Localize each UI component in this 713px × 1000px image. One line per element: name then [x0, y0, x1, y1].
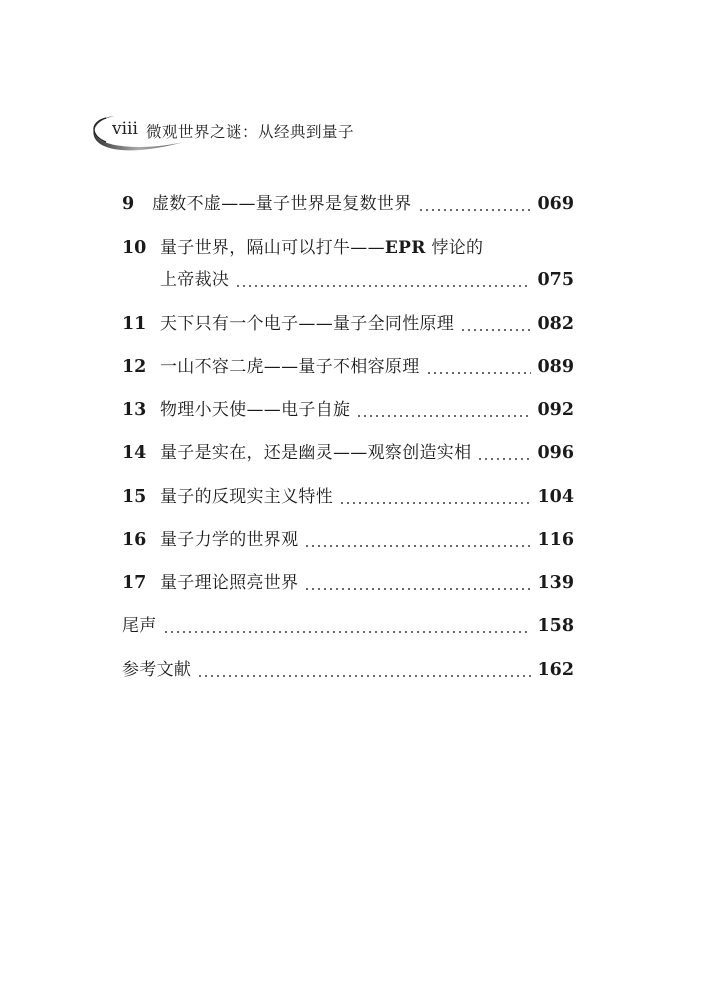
dot-leader [460, 329, 531, 331]
toc-title-line2: 上帝裁决 [160, 270, 230, 290]
toc-entry-13 [122, 394, 574, 422]
toc-title: 参考文献 [122, 660, 192, 680]
toc-page-number: 092 [537, 400, 574, 420]
toc-page-number: 104 [537, 487, 574, 507]
dot-leader [304, 588, 531, 590]
toc-title: 量子力学的世界观 [160, 530, 299, 550]
toc-entry-11 [122, 308, 574, 336]
toc-page-number: 139 [537, 573, 574, 593]
toc-title: 量子是实在，还是幽灵——观察创造实相 [160, 443, 472, 463]
toc-entry-15 [122, 481, 574, 509]
toc-page-number: 082 [537, 314, 574, 334]
toc-entry-12 [122, 351, 574, 379]
toc-page-number: 096 [537, 443, 574, 463]
dot-leader [356, 415, 531, 417]
toc-title: 天下只有一个电子——量子全同性原理 [160, 314, 455, 334]
toc-title: 量子的反现实主义特性 [160, 487, 333, 507]
toc-entry-10-line1 [122, 232, 574, 260]
toc-entry-17 [122, 567, 574, 595]
toc-page-number: 158 [537, 616, 574, 636]
toc-page-number: 089 [537, 357, 574, 377]
dot-leader [197, 675, 531, 677]
toc-number: 9 [122, 194, 135, 214]
toc-title: 尾声 [122, 616, 157, 636]
toc-number: 16 [122, 530, 147, 550]
toc-entry-14 [122, 437, 574, 465]
dot-leader [477, 458, 531, 460]
toc-entry-10-line2 [160, 264, 574, 292]
dot-leader [304, 545, 531, 547]
toc-page-number: 069 [537, 194, 574, 214]
toc-title: 物理小天使——电子自旋 [160, 400, 351, 420]
dot-leader [418, 209, 532, 211]
toc-number: 13 [122, 400, 147, 420]
toc-number: 11 [122, 314, 147, 334]
toc-page-number: 162 [537, 660, 574, 680]
toc-page-number: 116 [537, 530, 574, 550]
toc-title-line1: 量子世界，隔山可以打牛——EPR 悖论的 [160, 238, 484, 258]
toc-entry-references [122, 654, 574, 682]
toc-title: 虚数不虚——量子世界是复数世界 [152, 194, 412, 214]
toc-number: 14 [122, 443, 147, 463]
book-title: 微观世界之谜：从经典到量子 [146, 123, 355, 141]
dot-leader [339, 502, 531, 504]
toc-entry-16 [122, 524, 574, 552]
dot-leader [163, 631, 532, 633]
toc-number: 15 [122, 487, 147, 507]
toc-title: 一山不容二虎——量子不相容原理 [160, 357, 420, 377]
dot-leader [426, 372, 532, 374]
toc-entry-9 [122, 188, 574, 216]
toc-number: 12 [122, 357, 147, 377]
toc-entry-epilogue [122, 610, 574, 638]
toc-title: 量子理论照亮世界 [160, 573, 299, 593]
toc-number: 17 [122, 573, 147, 593]
page-numeral: viii [112, 119, 138, 139]
toc-page-number: 075 [537, 270, 574, 290]
dot-leader [235, 285, 531, 287]
toc-number: 10 [122, 238, 147, 258]
